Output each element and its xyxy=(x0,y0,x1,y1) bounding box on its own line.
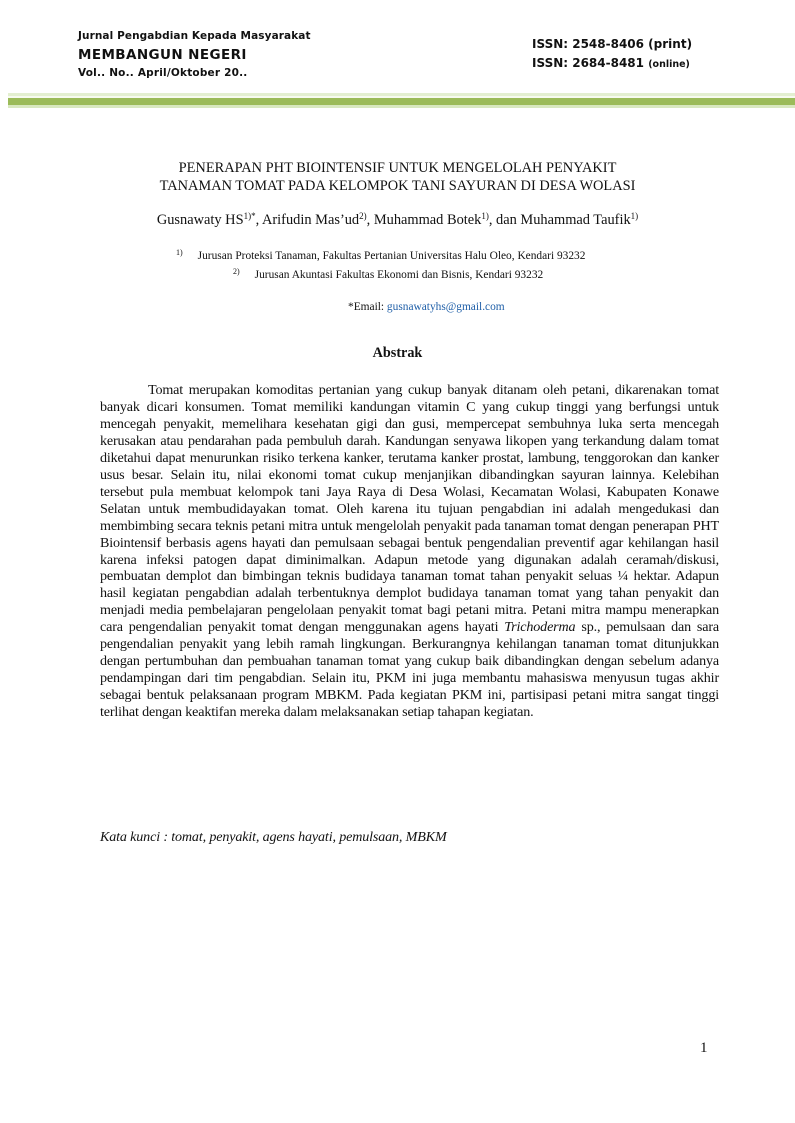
issn-print: ISSN: 2548-8406 (print) xyxy=(532,37,693,51)
header-green-bar xyxy=(8,98,795,105)
paper-title-line-2: TANAMAN TOMAT PADA KELOMPOK TANI SAYURAN DI DESA WOLASI xyxy=(159,178,636,194)
author-name: Gusnawaty HS xyxy=(156,212,244,228)
author-name: Muhammad Botek xyxy=(373,212,482,228)
abstract-heading: Abstrak xyxy=(372,345,423,361)
affiliation-text: Jurusan Proteksi Tanaman, Fakultas Pertanian Universitas Halu Oleo, Kendari 93232 xyxy=(197,250,586,262)
paper-title-line-1: PENERAPAN PHT BIOINTENSIF UNTUK MENGELOLAH PENYAKIT xyxy=(178,160,617,176)
journal-volume: Vol.. No.. April/Oktober 20.. xyxy=(78,67,248,79)
email-label: *Email: xyxy=(348,301,387,313)
author-affiliation-mark: 2) xyxy=(359,211,367,221)
author-separator: , dan xyxy=(488,212,521,228)
journal-name: MEMBANGUN NEGERI xyxy=(78,47,247,63)
journal-subtitle: Jurnal Pengabdian Kepada Masyarakat xyxy=(78,30,311,42)
author-name: Arifudin Mas’ud xyxy=(262,212,360,228)
affiliation-text: Jurusan Akuntasi Fakultas Ekonomi dan Bisnis, Kendari 93232 xyxy=(254,269,544,281)
issn-online-number: ISSN: 2684-8481 xyxy=(532,56,645,70)
author-separator: , xyxy=(366,212,374,228)
author-separator: , xyxy=(255,212,262,228)
affiliation-mark: 1) xyxy=(176,248,183,257)
keywords: Kata kunci : tomat, penyakit, agens hayati, pemulsaan, MBKM xyxy=(100,829,447,845)
affiliation-1 xyxy=(176,250,585,262)
author-list xyxy=(80,212,715,229)
abstract-body xyxy=(100,382,719,721)
author-affiliation-mark: 1)* xyxy=(243,211,256,221)
author-name: Muhammad Taufik xyxy=(520,212,631,228)
author-affiliation-mark: 1) xyxy=(481,211,489,221)
affiliation-2 xyxy=(233,269,543,281)
abstract-species-name: Trichoderma xyxy=(504,619,576,636)
email-link[interactable]: gusnawatyhs@gmail.com xyxy=(386,301,505,313)
corresponding-email xyxy=(348,301,505,313)
issn-online xyxy=(532,56,690,70)
abstract-text-part-2: sp., pemulsaan dan sara pengendalian penyakit yang lebih ramah lingkungan. Berkurangnya kehilangan tanaman tomat ditunjukkan dengan pertumbuhan dan pembuahan tanaman tomat yang cukup baik dibandingkan dengan sebelum adanya pendampingan dari tim pengabdian. Selain itu, PKM ini juga membantu mahasiswa menyusun tugas akhir sebagai bentuk pelaksanaan program MBKM. Pada kegiatan PKM ini, partisipasi petani mitra sangat tinggi terlihat dengan keaktifan mereka dalam melaksanakan setiap tahapan kegiatan. xyxy=(100,619,719,721)
author-affiliation-mark: 1) xyxy=(630,211,639,221)
page-number: 1 xyxy=(700,1040,708,1056)
abstract-text-part-1: Tomat merupakan komoditas pertanian yang cukup banyak ditanam oleh petani, dikarenakan tomat banyak dicari konsumen. Tomat memiliki kandungan vitamin C yang cukup tinggi yang berfungsi untuk mencegah penyakit, memelihara kesehatan gigi dan gusi, mempercepat sembuhnya luka serta mencegah kerusakan atau pendarahan pada pembuluh darah. Kandungan senyawa likopen yang terkandung dalam tomat diketahui dapat menurunkan risiko terkena kanker, terutama kanker prostat, lambung, tenggorokan dan kanker usus besar. Selain itu, nilai ekonomi tomat cukup menjanjikan dibandingkan sayuran lainnya. Kelebihan tersebut pula membuat kelompok tani Jaya Raya di Desa Wolasi, Kecamatan Wolasi, Kabupaten Konawe Selatan untuk membudidayakan tomat. Oleh karena itu tujuan pengabdian ini adalah mengedukasi dan membimbing secara teknis petani mitra untuk mengelolah penyakit pada tanaman tomat dengan penerapan PHT Biointensif berbasis agens hayati dan pemulsaan sebagai bentuk pengendalian preventif agar kehilangan hasil karena infeksi patogen dapat diminimalkan. Adapun metode yang digunakan adalah ceramah/diskusi, pembuatan demplot dan bimbingan teknis budidaya tanaman tomat tahan penyakit seluas ¼ hektar. Adapun hasil kegiatan pengabdian adalah terbentuknya demplot budidaya tanaman tomat yang tahan penyakit dan menjadi media pembelajaran pengelolaan penyakit tomat bagi petani mitra. Petani mitra mampu menerapkan cara pengendalian penyakit tomat dengan menggunakan agens hayati xyxy=(100,382,719,636)
header-divider-band xyxy=(8,93,795,109)
issn-online-suffix: (online) xyxy=(648,59,690,70)
affiliation-mark: 2) xyxy=(233,267,240,276)
